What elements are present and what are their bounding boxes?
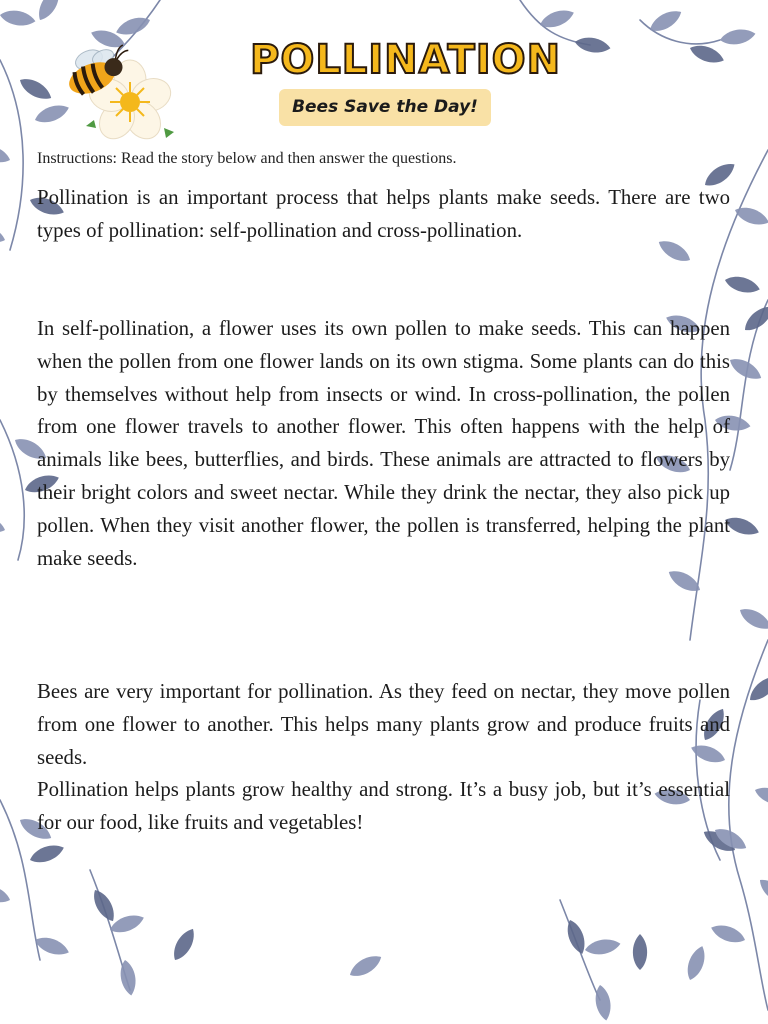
instructions-text: Instructions: Read the story below and then answer the questions.	[37, 150, 457, 167]
story-paragraph: In self-pollination, a flower uses its own pollen to make seeds. This can happen when the pollen from one flower lands on its own stigma. Some plants can do this by themselves without help from insects or wind. In cross-pollination, the pollen from one flower travels to another flower. This often happens with the help of animals like bees, butterflies, and birds. These animals are attracted to flowers by their bright colors and sweet nectar. While they drink the nectar, they also pick up pollen. When they visit another flower, the pollen is transferred, helping the plant make seeds.	[37, 317, 730, 570]
bee-on-flower-icon	[60, 40, 176, 152]
story-paragraph: Bees are very important for pollination. As they feed on nectar, they move pollen from one flower to another. This helps many plants grow and produce fruits and seeds.	[37, 680, 730, 769]
page-subtitle: Bees Save the Day!	[292, 97, 478, 117]
page-title: POLLINATION	[250, 37, 562, 83]
story-paragraph: Pollination helps plants grow healthy and strong. It’s a busy job, but it’s essential for our food, like fruits and vegetables!	[37, 778, 730, 834]
story-paragraph: Pollination is an important process that helps plants make seeds. There are two types of pollination: self-pollination and cross-pollination.	[37, 186, 730, 242]
